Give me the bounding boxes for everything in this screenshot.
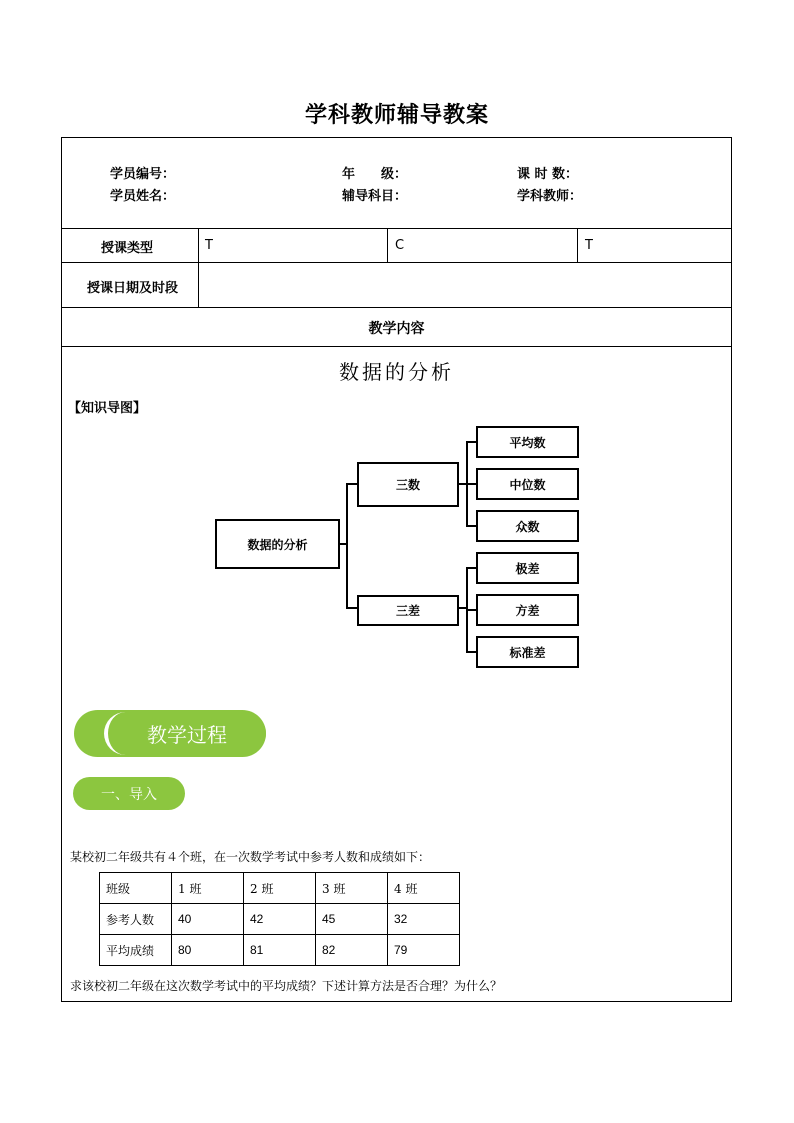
grade-label: 年 级： — [342, 167, 408, 182]
teacher-label: 学科教师： — [517, 189, 583, 204]
divider — [198, 228, 199, 307]
table-cell: 2 班 — [244, 873, 316, 904]
divider — [577, 228, 578, 262]
divider — [61, 262, 732, 263]
table-cell: 4 班 — [388, 873, 460, 904]
content-header: 教学内容 — [368, 321, 425, 337]
section-title: 数据的分析 — [339, 360, 454, 384]
table-cell: 42 — [244, 904, 316, 935]
table-cell: 3 班 — [316, 873, 388, 904]
mindmap-branch: 三差 — [357, 595, 459, 626]
score-table — [99, 872, 460, 966]
table-cell: 班级 — [100, 873, 172, 904]
question-text: 求该校初二年级在这次数学考试中的平均成绩？下述计算方法是否合理？为什么？ — [70, 979, 503, 993]
table-cell: 81 — [244, 935, 316, 966]
divider — [387, 228, 388, 262]
student-name-label: 学员姓名： — [110, 189, 176, 204]
mindmap-leaf: 极差 — [476, 552, 579, 584]
mindmap-leaf: 标准差 — [476, 636, 579, 668]
table-row — [100, 904, 460, 935]
mindmap-leaf: 中位数 — [476, 468, 579, 500]
process-badge: 教学过程 — [104, 712, 266, 755]
student-id-label: 学员编号： — [110, 167, 176, 182]
mindmap-leaf: 众数 — [476, 510, 579, 542]
table-cell: 80 — [172, 935, 244, 966]
table-cell: 79 — [388, 935, 460, 966]
lesson-type-value: T — [585, 238, 593, 253]
divider — [61, 346, 732, 347]
hours-label: 课 时 数： — [517, 167, 579, 182]
mindmap-label: 【知识导图】 — [68, 401, 147, 416]
lesson-date-label: 授课日期及时段 — [87, 281, 179, 296]
mindmap-leaf: 方差 — [476, 594, 579, 626]
document-title: 学科教师辅导教案 — [304, 103, 489, 128]
table-cell: 45 — [316, 904, 388, 935]
table-row — [100, 873, 460, 904]
subject-label: 辅导科目： — [342, 189, 408, 204]
divider — [61, 307, 732, 308]
table-row — [100, 935, 460, 966]
intro-text: 某校初二年级共有４个班，在一次数学考试中参考人数和成绩如下： — [70, 850, 431, 864]
mindmap-branch: 三数 — [357, 462, 459, 507]
mindmap-root: 数据的分析 — [215, 519, 340, 569]
lesson-type-value: C — [395, 238, 405, 253]
mindmap-leaf: 平均数 — [476, 426, 579, 458]
table-cell: 32 — [388, 904, 460, 935]
lesson-type-value: T — [205, 238, 213, 253]
lesson-type-label: 授课类型 — [101, 241, 154, 256]
table-cell: 82 — [316, 935, 388, 966]
table-cell: 平均成绩 — [100, 935, 172, 966]
divider — [61, 228, 732, 229]
table-cell: 参考人数 — [100, 904, 172, 935]
intro-badge: 一、导入 — [73, 777, 185, 810]
table-cell: 1 班 — [172, 873, 244, 904]
table-cell: 40 — [172, 904, 244, 935]
